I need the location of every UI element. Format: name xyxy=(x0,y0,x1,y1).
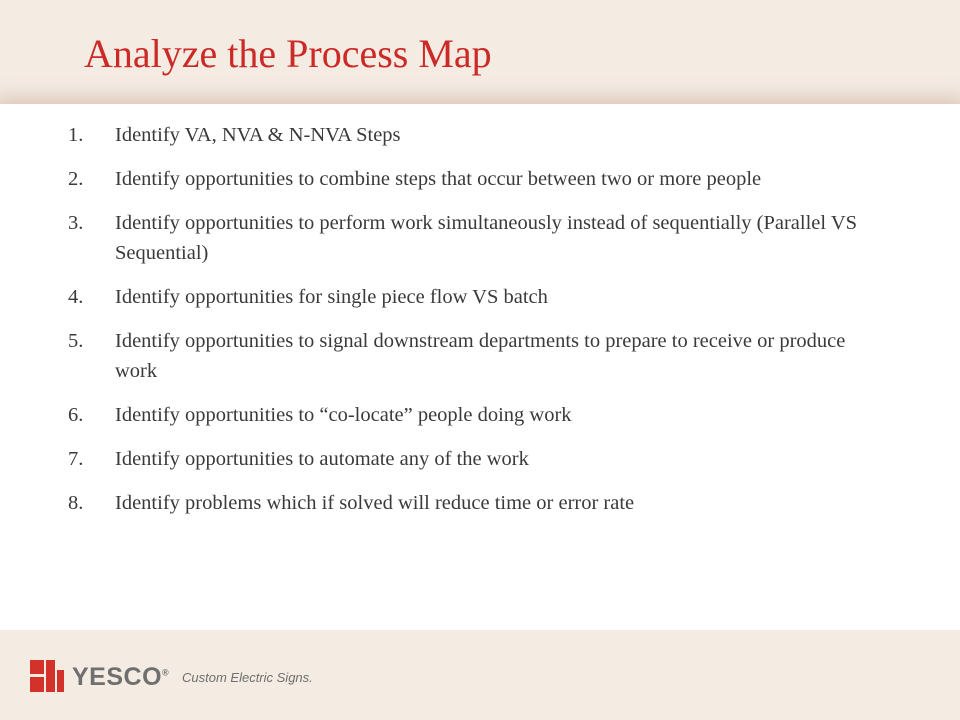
step-text: Identify opportunities to perform work simultaneously instead of sequentially (Parallel VS Sequential) xyxy=(115,212,858,264)
brand-tagline: Custom Electric Signs. xyxy=(182,670,313,685)
step-text: Identify opportunities to “co-locate” people doing work xyxy=(115,404,572,426)
step-text: Identify VA, NVA & N-NVA Steps xyxy=(115,124,401,146)
list-item xyxy=(68,326,888,386)
list-item xyxy=(68,282,888,312)
step-text: Identify opportunities for single piece flow VS batch xyxy=(115,286,548,308)
header-band xyxy=(0,0,960,104)
step-number: 1. xyxy=(68,124,84,146)
step-number: 8. xyxy=(68,492,84,514)
steps-list xyxy=(68,120,888,532)
step-text: Identify opportunities to automate any of the work xyxy=(115,448,529,470)
step-number: 3. xyxy=(68,212,84,234)
list-item xyxy=(68,444,888,474)
step-number: 7. xyxy=(68,448,84,470)
step-text: Identify opportunities to combine steps that occur between two or more people xyxy=(115,168,762,190)
step-number: 2. xyxy=(68,168,84,190)
step-text: Identify opportunities to signal downstream departments to prepare to receive or produce work xyxy=(115,330,846,382)
slide-title: Analyze the Process Map xyxy=(84,31,492,76)
yesco-logo-icon xyxy=(30,660,64,692)
brand-text: YESCO xyxy=(72,663,163,691)
step-number: 5. xyxy=(68,330,84,352)
brand-name xyxy=(72,663,169,692)
step-text: Identify problems which if solved will reduce time or error rate xyxy=(115,492,635,514)
list-item xyxy=(68,120,888,150)
list-item xyxy=(68,488,888,518)
list-item xyxy=(68,164,888,194)
list-item xyxy=(68,400,888,430)
trademark-symbol: ® xyxy=(162,667,170,678)
step-number: 4. xyxy=(68,286,84,308)
list-item xyxy=(68,208,888,268)
step-number: 6. xyxy=(68,404,84,426)
